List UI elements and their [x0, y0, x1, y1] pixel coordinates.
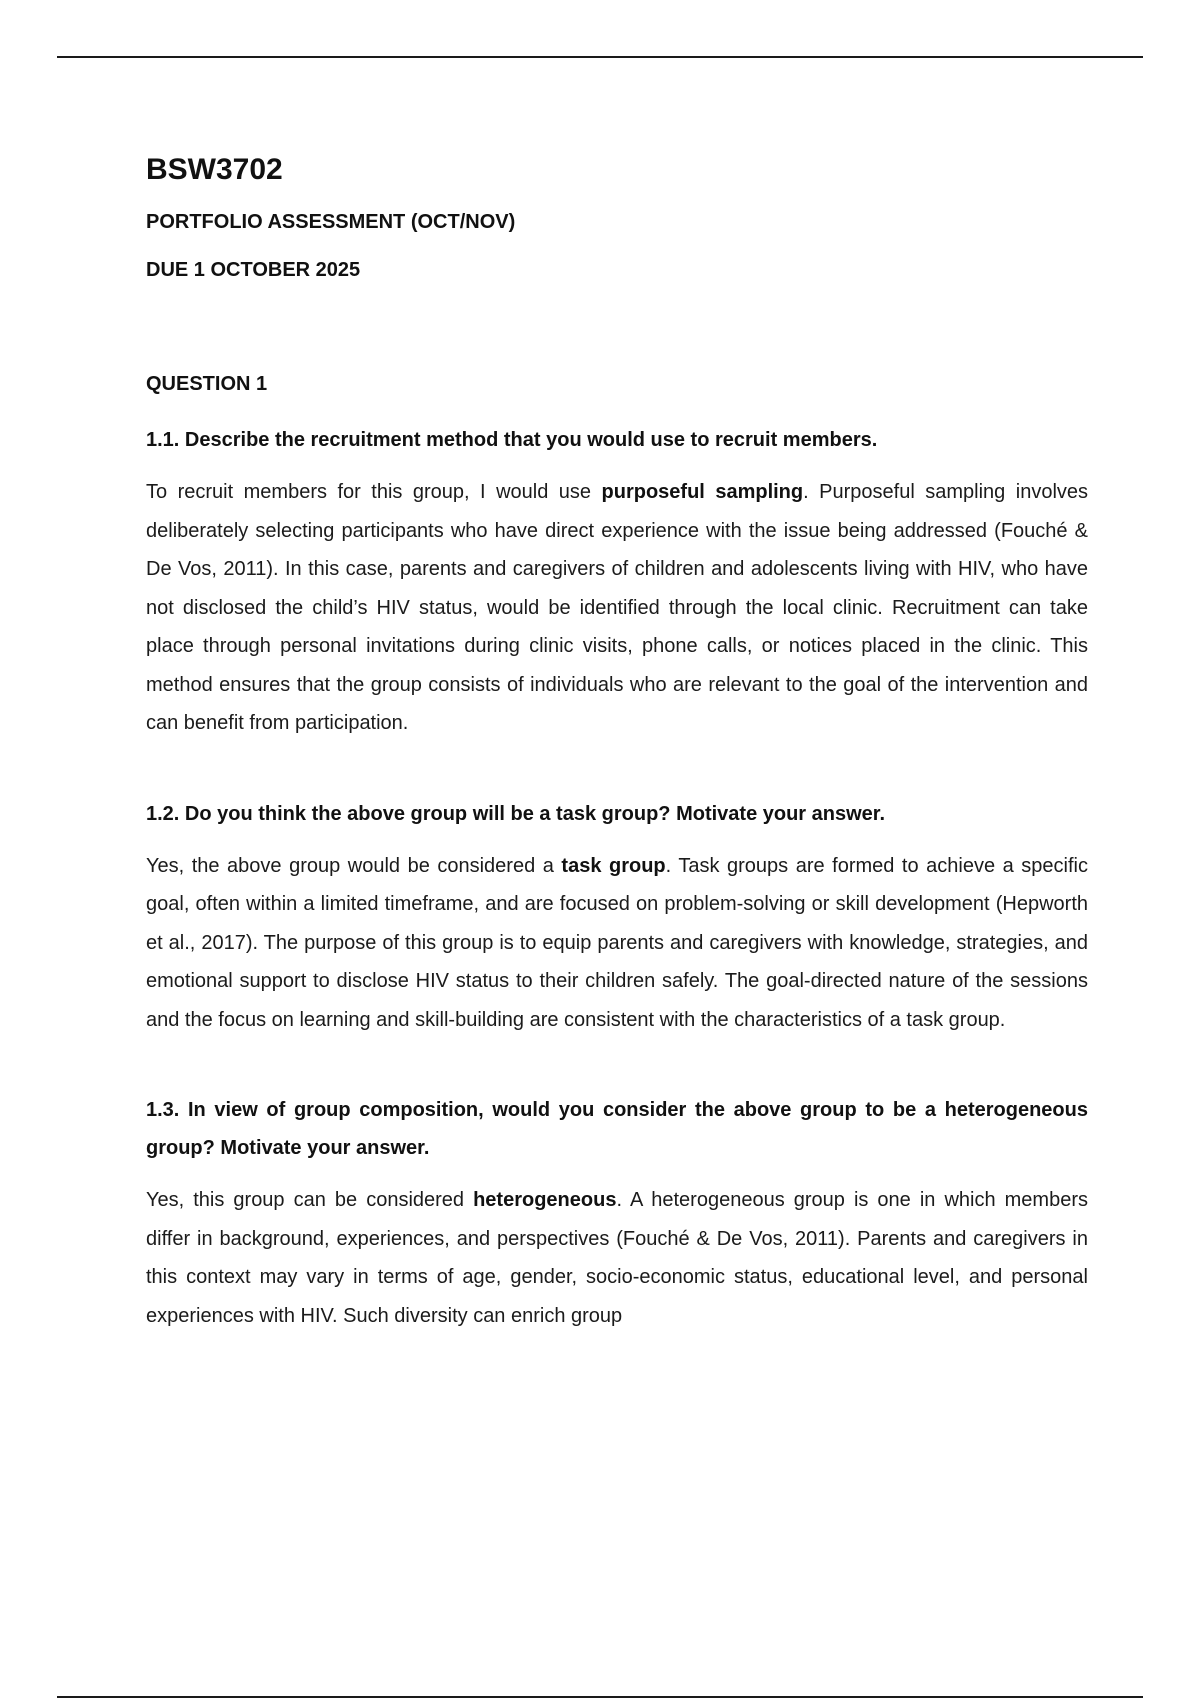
section-body	[146, 847, 1088, 1040]
body-lead: Yes, this group can be considered	[146, 1189, 474, 1211]
body-lead: Yes, the above group would be considered a	[146, 854, 562, 877]
section-heading: 1.3. In view of group composition, would you consider the above group to be a heterogeneous group? Motivate your answer.	[146, 1099, 1088, 1159]
body-rest: . Purposeful sampling involves deliberately selecting participants who have direct experience with the issue being addressed (Fouché & De Vos, 2011). In this case, parents and caregivers of children and adolescents living with HIV, who have not disclosed the child’s HIV status, would be identified through the local clinic. Recruitment can take place through personal invitations during clinic visits, phone calls, or notices placed in the clinic. This method ensures that the group consists of individuals who are relevant to the goal of the intervention and can benefit from participation.	[146, 481, 1089, 734]
section-heading: 1.2. Do you think the above group will be a task group? Motivate your answer.	[146, 802, 886, 825]
section-1-3	[146, 1091, 1088, 1335]
section-body	[146, 1181, 1088, 1335]
key-term: heterogeneous	[473, 1189, 617, 1211]
course-code: BSW3702	[146, 153, 283, 186]
body-rest: . A heterogeneous group is one in which members differ in background, experiences, and perspectives (Fouché & De Vos, 2011). Parents and caregivers in this context may vary in terms of age, gender, socio-economic status, educational level, and personal experiences with HIV. Such diversity can enrich group	[146, 1189, 1088, 1327]
key-term: task group	[561, 854, 666, 877]
section-heading: 1.1. Describe the recruitment method that you would use to recruit members.	[146, 429, 878, 451]
due-date: DUE 1 OCTOBER 2025	[146, 259, 361, 281]
top-rule	[57, 56, 1143, 58]
section-1-1	[146, 421, 1088, 743]
key-term: purposeful sampling	[601, 481, 804, 503]
body-lead: To recruit members for this group, I would use	[146, 481, 602, 503]
document-page	[146, 150, 1088, 1335]
bottom-rule	[57, 1696, 1143, 1698]
section-1-2	[146, 795, 1088, 1040]
question-title: QUESTION 1	[146, 373, 268, 395]
assessment-title: PORTFOLIO ASSESSMENT (OCT/NOV)	[146, 211, 516, 233]
section-body	[146, 473, 1088, 743]
body-rest: . Task groups are formed to achieve a specific goal, often within a limited timeframe, and are focused on problem-solving or skill development (Hepworth et al., 2017). The purpose of this group is to equip parents and caregivers with knowledge, strategies, and emotional support to disclose HIV status to their children safely. The goal-directed nature of the sessions and the focus on learning and skill-building are consistent with the characteristics of a task group.	[146, 854, 1088, 1031]
